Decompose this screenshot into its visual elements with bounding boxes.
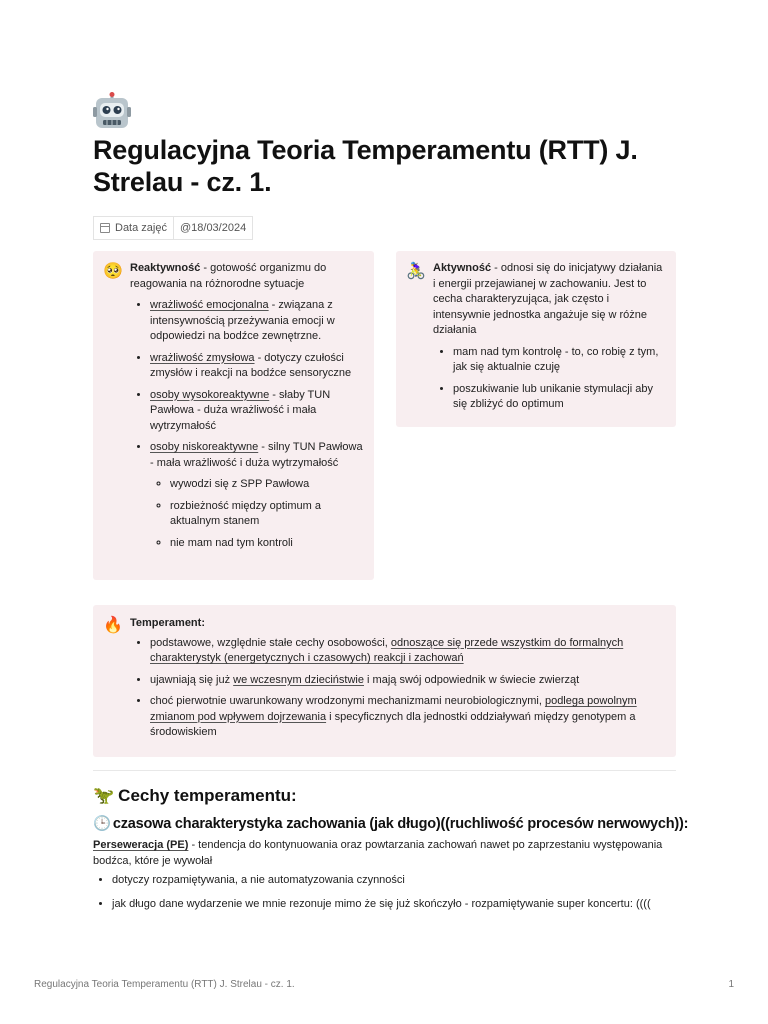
reaktywnosc-list <box>130 298 364 551</box>
property-value: @18/03/2024 <box>179 222 247 234</box>
callout-temperament-heading: Temperament: <box>130 617 205 629</box>
property-key-label: Data zajęć <box>115 222 167 234</box>
list-item: • mam nad tym kontrolę - to, co robię z tym, jak się aktualnie czuję <box>453 345 666 376</box>
sub-list-item: ◦ rozbieżność między optimum a aktualnym stanem <box>170 499 364 530</box>
dinosaur-icon: 🦖 <box>93 786 115 805</box>
footer-page-number: 1 <box>728 979 734 990</box>
callout-reaktywnosc <box>93 251 374 580</box>
term: Aktywność <box>433 262 492 274</box>
term: Perseweracja (PE) <box>93 839 189 851</box>
list-item: • osoby niskoreaktywne - silny TUN Pawłowa - mała wrażliwość i duża wytrzymałość ◦ wywodzi się z SPP Pawłowa ◦ rozbieżność między optimum a aktualnym stanem ◦ nie mam nad tym kontroli <box>150 440 364 551</box>
cyclist-icon: 🚴‍♀️ <box>406 263 426 280</box>
callout-aktywnosc <box>396 251 676 427</box>
perseweracja-list <box>93 873 676 920</box>
temperament-list <box>130 636 666 741</box>
sub-list-item: ◦ nie mam nad tym kontroli <box>170 536 364 552</box>
term-link: osoby niskoreaktywne <box>150 441 259 453</box>
term-link: wrażliwość zmysłowa <box>150 351 255 364</box>
list-item: • wrażliwość emocjonalna - związana z intensywnością przeżywania emocji w odpowiedzi na bodźce zewnętrzne. <box>150 298 364 345</box>
list-item: • podstawowe, względnie stałe cechy osobowości, odnoszące się przede wszystkim do formalnych charakterystyk (energetycznych i czasowych) reakcji i zachowań <box>150 636 666 667</box>
section-heading: 🦖 Cechy temperamentu: <box>93 786 297 805</box>
term-link: osoby wysokoreaktywne <box>150 388 270 401</box>
list-item: • wrażliwość zmysłowa - dotyczy czułości zmysłów i reakcji na bodźce sensoryczne <box>150 351 364 382</box>
robot-icon <box>93 92 131 130</box>
property-key <box>94 217 174 239</box>
footer-title: Regulacyjna Teoria Temperamentu (RTT) J. Strelau - cz. 1. <box>34 979 295 990</box>
clock-icon: 🕒 <box>93 816 111 832</box>
calendar-icon <box>100 223 110 233</box>
divider <box>93 770 676 771</box>
list-item: • osoby wysokoreaktywne - słaby TUN Pawłowa - duża wrażliwość i mała wytrzymałość <box>150 388 364 435</box>
list-item: • ujawniają się już we wczesnym dzieciństwie i mają swój odpowiednik w świecie zwierząt <box>150 673 666 689</box>
perseweracja-definition: Perseweracja (PE) - tendencja do kontynuowania oraz powtarzania zachowań nawet po zaprzestaniu występowania bodźca, które je wywołał <box>93 839 663 867</box>
callout-temperament <box>93 605 676 757</box>
callout-reaktywnosc-text: Reaktywność - gotowość organizmu do reagowania na różnorodne sytuacje <box>130 262 327 290</box>
pleading-face-icon: 🥺 <box>103 263 123 280</box>
callout-aktywnosc-text: Aktywność - odnosi się do inicjatywy działania i energii przejawianej w zachowaniu. Jest to cecha charakteryzująca, jak często i intensywnie jednostka angażuje się w różne działania <box>433 262 663 336</box>
property-date[interactable] <box>93 216 253 240</box>
sub-list-item: ◦ wywodzi się z SPP Pawłowa <box>170 477 364 493</box>
list-item: • jak długo dane wydarzenie we mnie rezonuje mimo że się już skończyło - rozpamiętywanie super koncertu: (((( <box>112 897 676 913</box>
list-item: • choć pierwotnie uwarunkowany wrodzonymi mechanizmami neurobiologicznymi, podlega powolnym zmianom pod wpływem dojrzewania i specyficznych dla jednostki oddziaływań między genotypem a środowiskiem <box>150 694 666 741</box>
page-title: Regulacyjna Teoria Temperamentu (RTT) J. Strelau - cz. 1. <box>93 135 638 197</box>
sub-list <box>150 477 364 551</box>
list-item: • poszukiwanie lub unikanie stymulacji aby się zbliżyć do optimum <box>453 382 666 413</box>
term: Reaktywność <box>130 262 201 274</box>
section-subheading: 🕒 czasowa charakterystyka zachowania (jak długo)((ruchliwość procesów nerwowych)): <box>93 815 689 832</box>
aktywnosc-list <box>433 345 666 413</box>
term-link: wrażliwość emocjonalna <box>150 299 269 311</box>
list-item: • dotyczy rozpamiętywania, a nie automatyzowania czynności <box>112 873 676 889</box>
fire-icon: 🔥 <box>103 617 123 634</box>
